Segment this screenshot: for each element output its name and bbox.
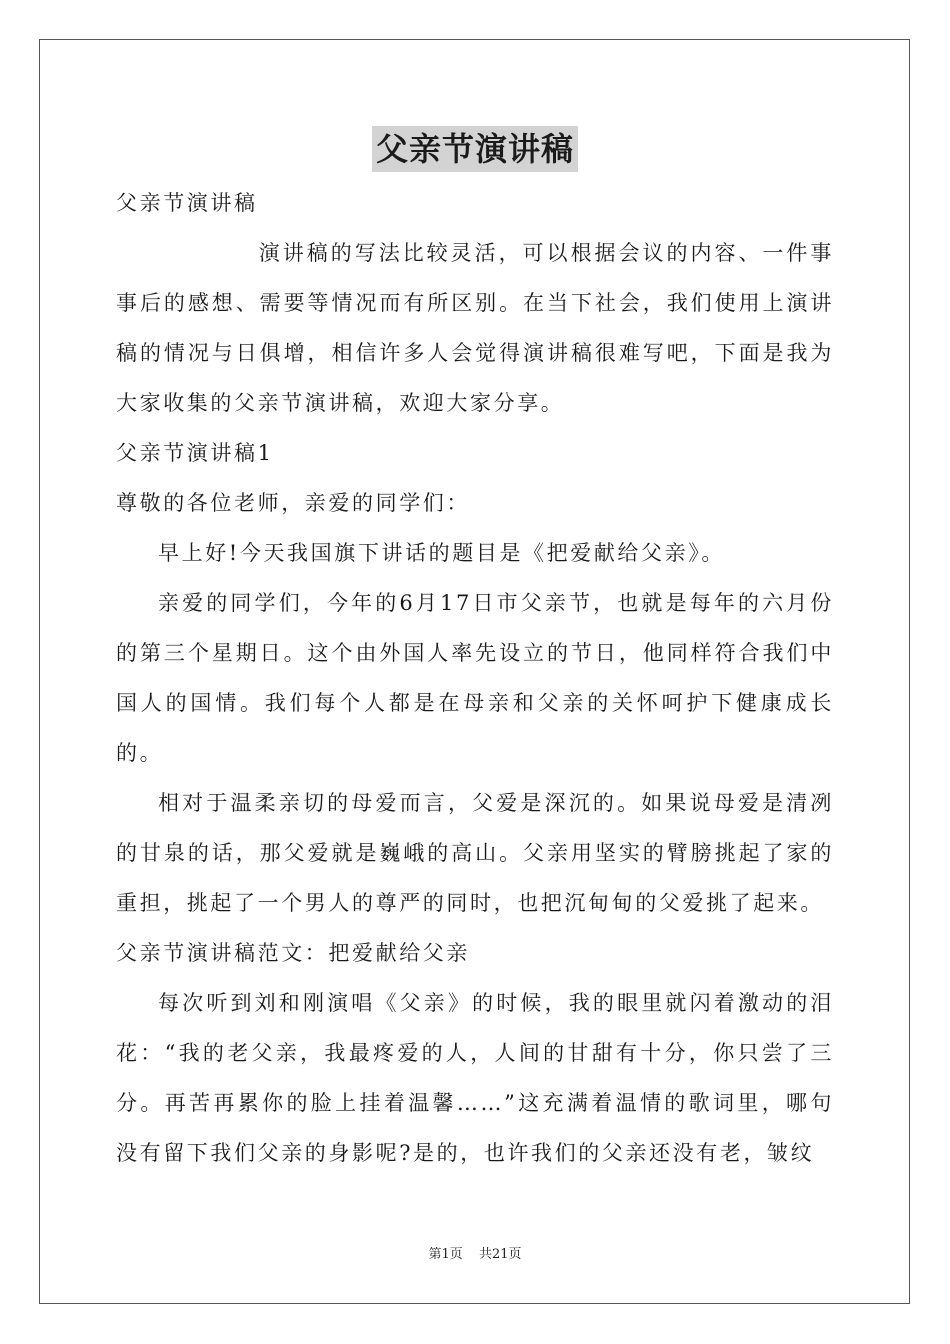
document-title-text: 父亲节演讲稿	[372, 126, 578, 172]
body-paragraph-fatherly-love: 相对于温柔亲切的母爱而言，父爱是深沉的。如果说母爱是清冽的甘泉的话，那父爱就是巍峨的高山。父亲用坚实的臂膀挑起了家的重担，挑起了一个男人的尊严的同时，也把沉甸甸的父爱挑了起来。	[116, 791, 834, 915]
section-heading-1: 父亲节演讲稿1	[116, 441, 274, 465]
page-footer	[0, 1245, 950, 1265]
document-body	[116, 178, 834, 1178]
body-paragraph-fathers-day: 亲爱的同学们，今年的6月17日市父亲节，也就是每年的六月份的第三个星期日。这个由外国人率先设立的节日，他同样符合我们中国人的国情。我们每个人都是在母亲和父亲的关怀呵护下健康成长的。	[116, 591, 834, 765]
section-heading-sample: 父亲节演讲稿范文：把爱献给父亲	[116, 941, 470, 965]
salutation: 尊敬的各位老师，亲爱的同学们：	[116, 491, 470, 515]
intro-paragraph: 演讲稿的写法比较灵活，可以根据会议的内容、一件事事后的感想、需要等情况而有所区别。在当下社会，我们使用上演讲稿的情况与日俱增，相信许多人会觉得演讲稿很难写吧，下面是我为大家收集的父亲节演讲稿，欢迎大家分享。	[116, 241, 834, 415]
page-number: 第1页	[428, 1247, 463, 1262]
subtitle-line: 父亲节演讲稿	[116, 191, 258, 215]
page-total: 共21页	[478, 1247, 522, 1262]
body-paragraph-song: 每次听到刘和刚演唱《父亲》的时候，我的眼里就闪着激动的泪花：“我的老父亲，我最疼爱的人，人间的甘甜有十分，你只尝了三分。再苦再累你的脸上挂着温馨……”这充满着温情的歌词里，哪句没有留下我们父亲的身影呢?是的，也许我们的父亲还没有老，皱纹	[116, 991, 834, 1165]
body-paragraph-greeting: 早上好!今天我国旗下讲话的题目是《把爱献给父亲》。	[158, 541, 725, 565]
document-title	[0, 126, 950, 172]
